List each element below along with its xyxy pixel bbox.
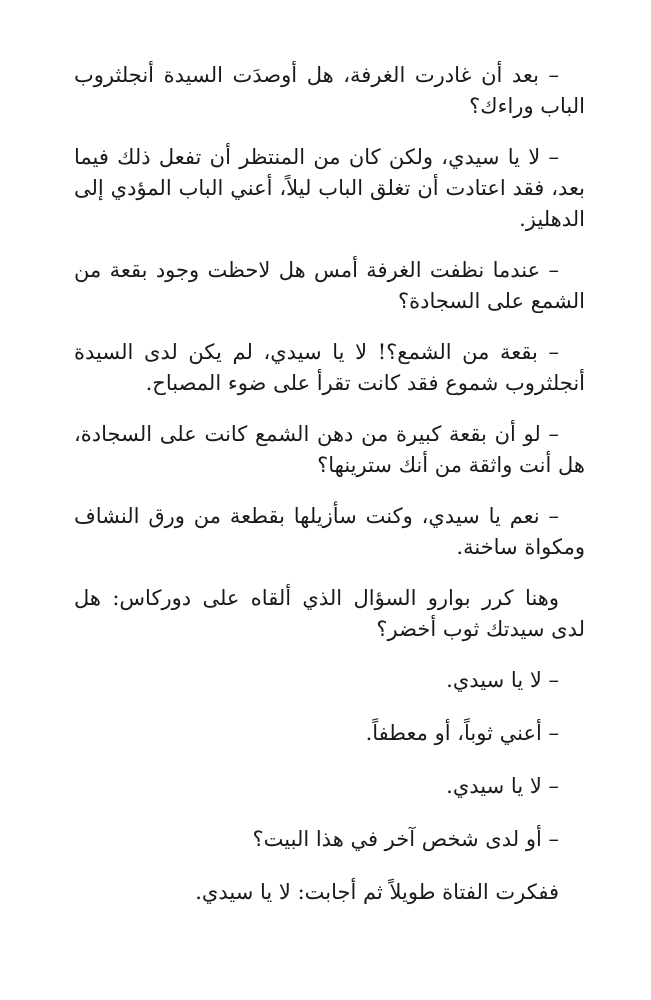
paragraph-11: – أو لدى شخص آخر في هذا البيت؟ [252,827,559,851]
paragraph-4: – بقعة من الشمع؟! لا يا سيدي، لم يكن لدى السيدة أنجلثروب شموع فقد كانت تقرأ على ضوء المصباح. [74,340,585,395]
paragraph-12: ففكرت الفتاة طويلاً ثم أجابت: لا يا سيدي. [195,880,559,904]
paragraph-3: – عندما نظفت الغرفة أمس هل لاحظت وجود بقعة من الشمع على السجادة؟ [74,258,585,313]
paragraph-9: – أعني ثوباً، أو معطفاً. [365,721,559,745]
paragraph-7: وهنا كرر بوارو السؤال الذي ألقاه على دوركاس: هل لدى سيدتك ثوب أخضر؟ [74,586,585,641]
paragraph-6: – نعم يا سيدي، وكنت سأزيلها بقطعة من ورق النشاف ومكواة ساخنة. [74,504,585,559]
paragraph-10: – لا يا سيدي. [446,774,559,798]
paragraph-2: – لا يا سيدي، ولكن كان من المنتظر أن تفعل ذلك فيما بعد، فقد اعتادت أن تغلق الباب ليلاً، أعني الباب المؤدي إلى الدهليز. [74,145,585,231]
paragraph-8: – لا يا سيدي. [446,668,559,692]
paragraph-5: – لو أن بقعة كبيرة من دهن الشمع كانت على السجادة، هل أنت واثقة من أنك سترينها؟ [74,422,585,477]
paragraph-1: – بعد أن غادرت الغرفة، هل أوصدَت السيدة أنجلثروب الباب وراءك؟ [74,63,585,118]
